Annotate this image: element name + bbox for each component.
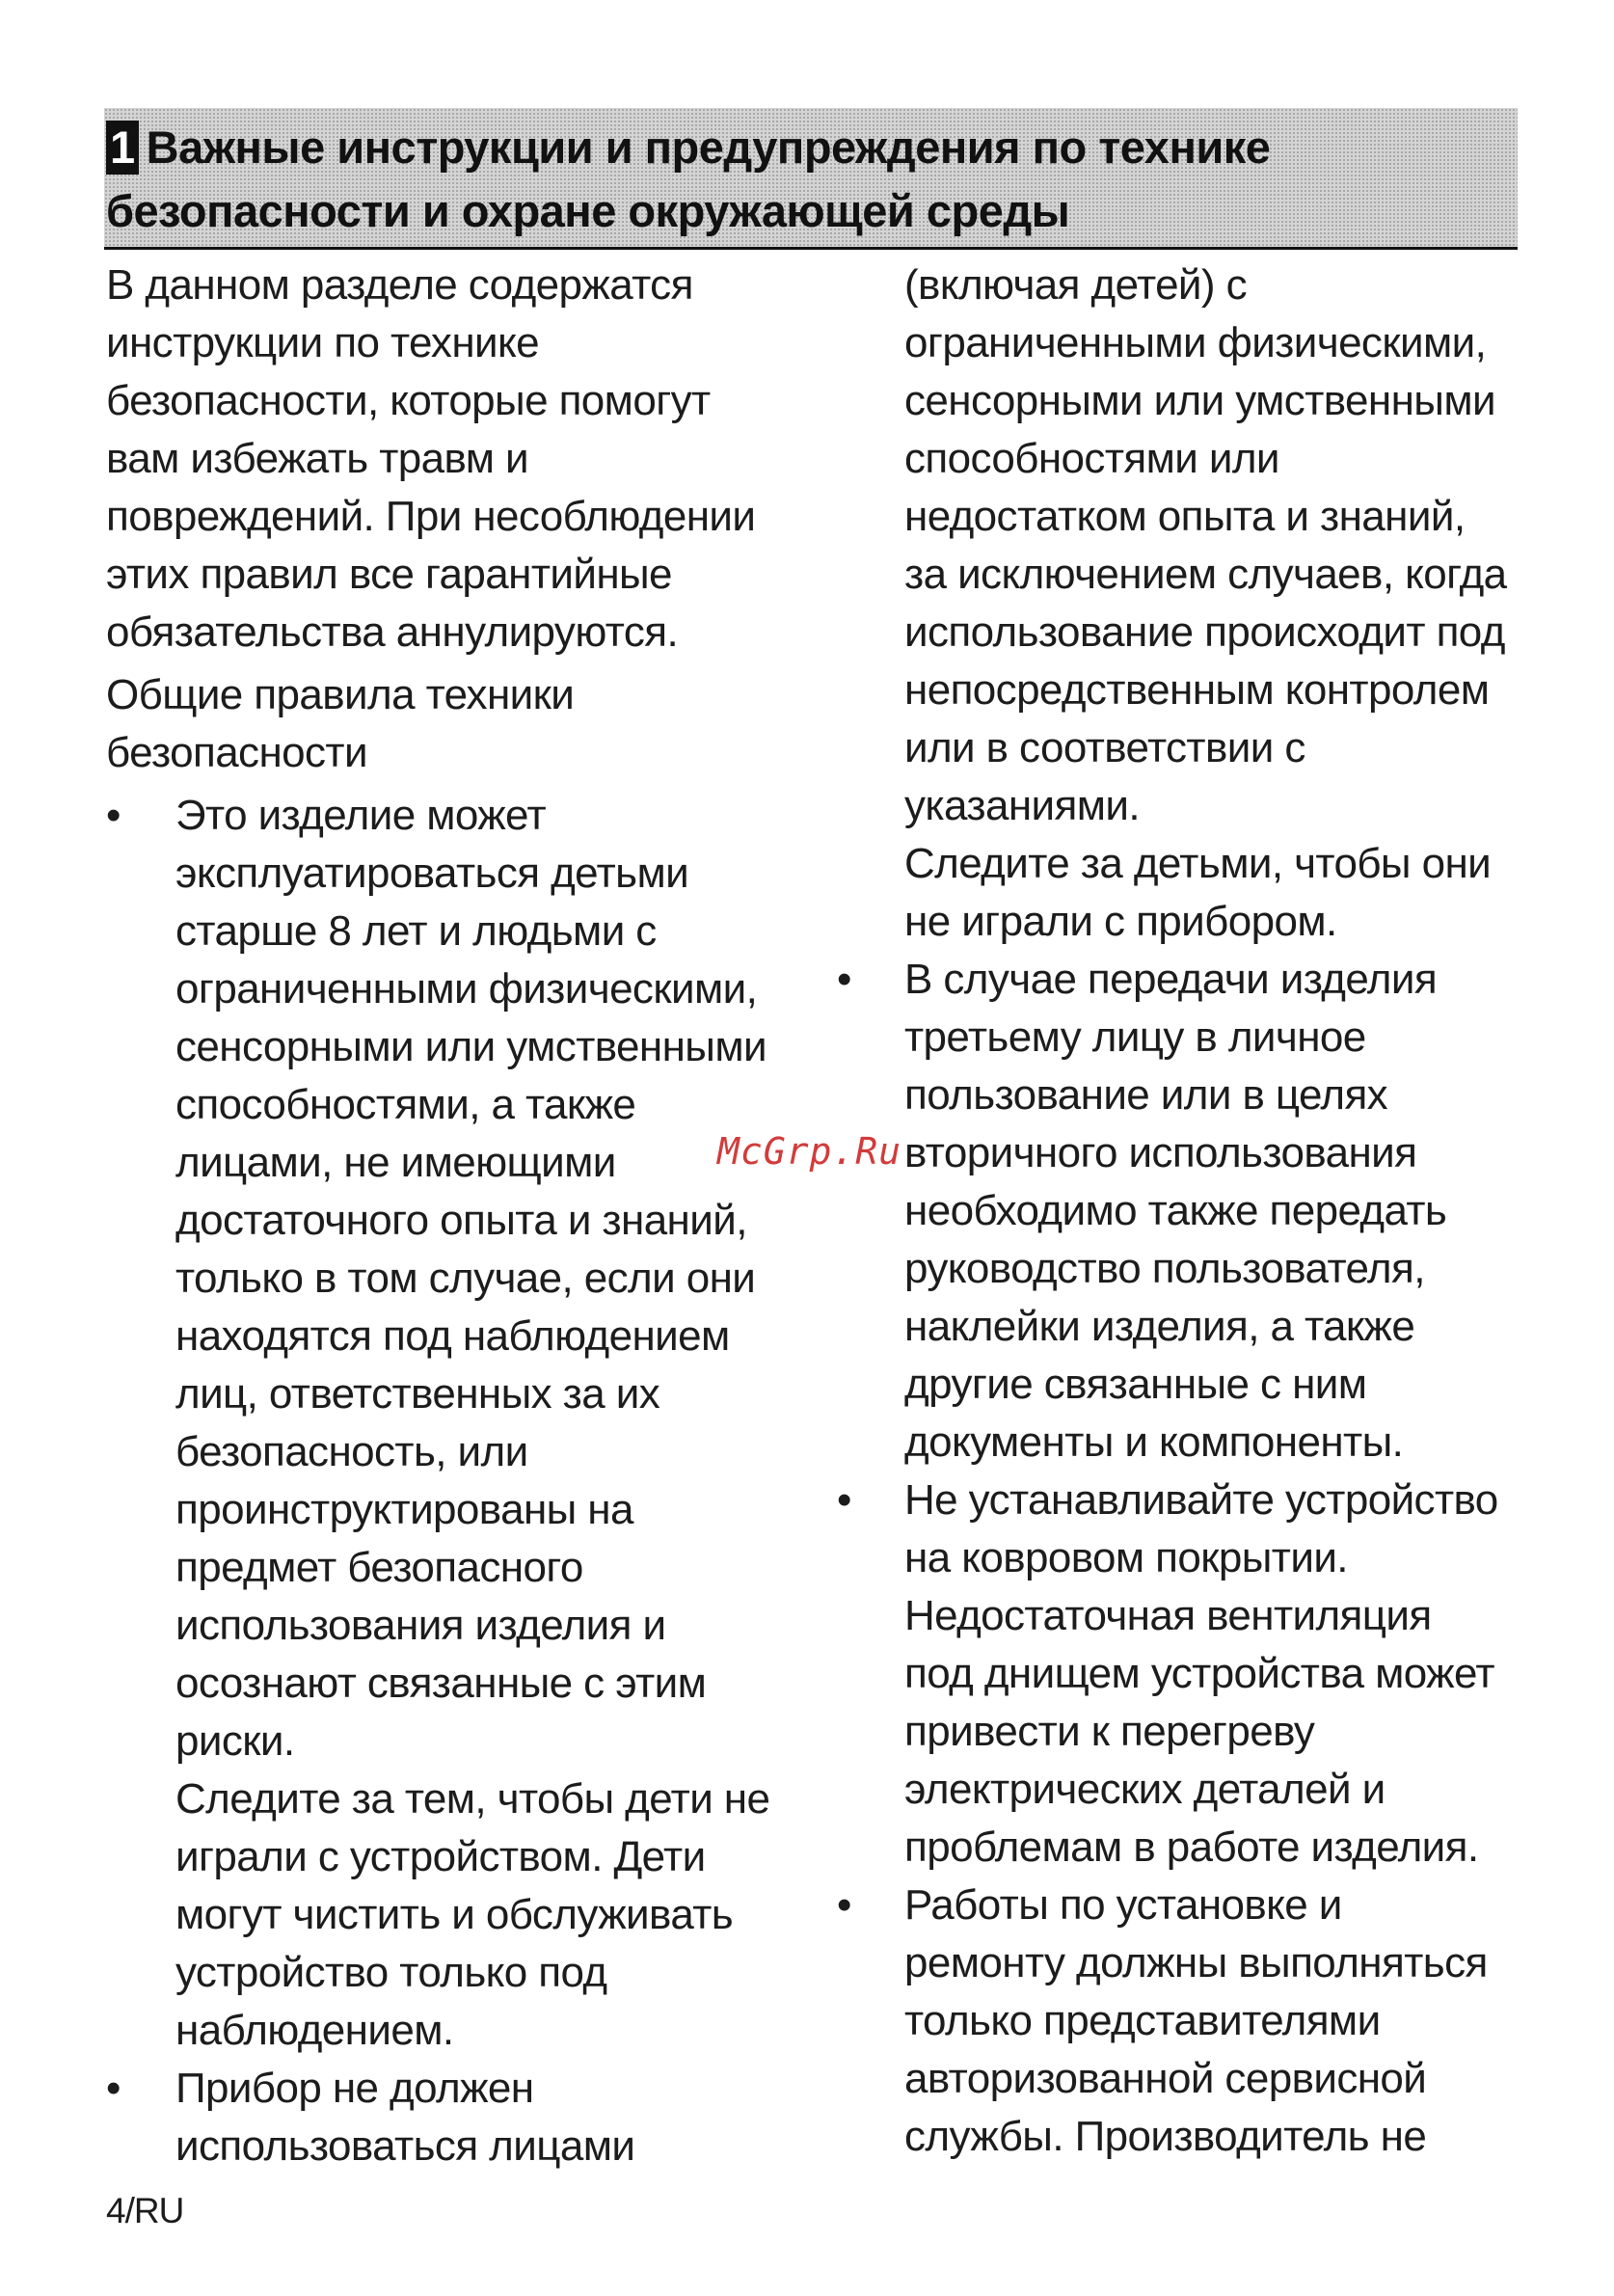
bullet-icon: •: [837, 956, 851, 1003]
text-line: сенсорными или умственными: [904, 377, 1495, 424]
text-line: лиц, ответственных за их: [175, 1370, 660, 1418]
text-line: наблюдением.: [175, 2007, 454, 2054]
text-line: вторичного использования: [904, 1129, 1417, 1176]
right-column: [837, 257, 1521, 2166]
bullet-text: [904, 951, 1521, 1472]
text-line: обязательства аннулируются.: [106, 608, 679, 656]
text-line: Работы по установке и: [904, 1881, 1342, 1929]
text-line: повреждений. При несоблюдении: [106, 493, 756, 540]
text-line: документы и компоненты.: [904, 1418, 1404, 1466]
text-line: только в том случае, если они: [175, 1255, 756, 1302]
text-line: под днищем устройства может: [904, 1650, 1494, 1697]
text-line: (включая детей) с: [904, 261, 1247, 309]
bullet-text: [175, 787, 800, 2060]
text-line: недостатком опыта и знаний,: [904, 493, 1466, 540]
text-line: риски.: [175, 1717, 295, 1765]
text-line: предмет безопасного: [175, 1544, 583, 1591]
text-line: Не устанавливайте устройство: [904, 1476, 1498, 1524]
text-line: безопасность, или: [175, 1428, 528, 1475]
section-header-rule: [104, 247, 1518, 250]
text-line: Следите за тем, чтобы дети не: [175, 1775, 770, 1823]
text-line: эксплуатироваться детьми: [175, 850, 689, 897]
text-line: старше 8 лет и людьми с: [175, 907, 657, 955]
bullet-item-carpet: [837, 1472, 1521, 1877]
text-line: пользование или в целях: [904, 1071, 1388, 1119]
text-line: только представителями: [904, 1997, 1381, 2044]
text-line: Прибор не должен: [175, 2065, 534, 2112]
general-safety-subheading: [106, 666, 800, 782]
text-line: за исключением случаев, когда: [904, 551, 1507, 598]
left-column: [106, 257, 800, 2175]
bullet-item-children-use: [106, 787, 800, 2060]
text-line: Следите за детьми, чтобы они: [904, 840, 1492, 887]
bullet-icon: •: [837, 1881, 851, 1929]
text-line: проинструктированы на: [175, 1486, 633, 1533]
text-line: не играли с прибором.: [904, 898, 1337, 945]
intro-paragraph: [106, 257, 800, 662]
text-line: ограниченными физическими,: [904, 319, 1487, 366]
section-title: [106, 116, 1494, 243]
bullet-icon: •: [106, 2065, 121, 2112]
text-line: находятся под наблюдением: [175, 1312, 730, 1360]
bullet-icon: •: [106, 792, 121, 839]
bullet-item-service: [837, 1877, 1521, 2166]
bullet-item-transfer: [837, 951, 1521, 1472]
text-line: этих правил все гарантийные: [106, 551, 672, 598]
text-line: или в соответствии с: [904, 724, 1305, 771]
text-line: способностями или: [904, 435, 1279, 482]
text-line: инструкции по технике: [106, 319, 540, 366]
text-line: использоваться лицами: [175, 2122, 635, 2170]
text-line: сенсорными или умственными: [175, 1023, 767, 1070]
text-line: на ковровом покрытии.: [904, 1534, 1348, 1581]
text-line: ремонту должны выполняться: [904, 1939, 1488, 1986]
section-title-line-1: 1 Важные инструкции и предупреждения по технике: [106, 116, 1494, 179]
text-line: могут чистить и обслуживать: [175, 1891, 734, 1938]
bullet-text: [904, 1472, 1521, 1877]
text-line: В случае передачи изделия: [904, 956, 1438, 1003]
text-line: способностями, а также: [175, 1081, 636, 1128]
text-line: устройство только под: [175, 1949, 607, 1996]
watermark: McGrp.Ru: [717, 1130, 902, 1173]
text-line: руководство пользователя,: [904, 1245, 1425, 1292]
bullet-text: [175, 2060, 800, 2175]
text-line: Общие правила техники: [106, 671, 575, 718]
text-line: использование происходит под: [904, 608, 1505, 656]
page-number: 4/RU: [106, 2191, 184, 2230]
text-line: осознают связанные с этим: [175, 1660, 707, 1707]
section-number: 1: [106, 121, 139, 175]
text-line: привести к перегреву: [904, 1708, 1315, 1755]
text-line: безопасности, которые помогут: [106, 377, 711, 424]
text-line: непосредственным контролем: [904, 666, 1490, 714]
text-line: безопасности: [106, 729, 367, 776]
text-line: проблемам в работе изделия.: [904, 1823, 1479, 1871]
text-line: Это изделие может: [175, 792, 547, 839]
text-line: ограниченными физическими,: [175, 965, 758, 1013]
text-line: В данном разделе содержатся: [106, 261, 693, 309]
bullet-item-restricted-persons: [106, 2060, 800, 2175]
text-line: другие связанные с ним: [904, 1361, 1367, 1408]
text-line: вам избежать травм и: [106, 435, 529, 482]
bullet-icon: •: [837, 1476, 851, 1524]
text-line: наклейки изделия, а также: [904, 1303, 1415, 1350]
text-line: службы. Производитель не: [904, 2113, 1427, 2160]
text-line: указаниями.: [904, 782, 1140, 829]
text-line: авторизованной сервисной: [904, 2055, 1427, 2102]
text-line: необходимо также передать: [904, 1187, 1447, 1234]
text-line: электрических деталей и: [904, 1766, 1385, 1813]
text-line: Недостаточная вентиляция: [904, 1592, 1432, 1639]
text-line: лицами, не имеющими: [175, 1139, 616, 1186]
bullet-continuation-text: [904, 257, 1521, 951]
text-line: достаточного опыта и знаний,: [175, 1197, 747, 1244]
text-line: третьему лицу в личное: [904, 1013, 1366, 1061]
bullet-text: [904, 1877, 1521, 2166]
section-title-line-2: безопасности и охране окружающей среды: [106, 185, 1070, 236]
text-line: играли с устройством. Дети: [175, 1833, 706, 1880]
text-line: использования изделия и: [175, 1602, 666, 1649]
